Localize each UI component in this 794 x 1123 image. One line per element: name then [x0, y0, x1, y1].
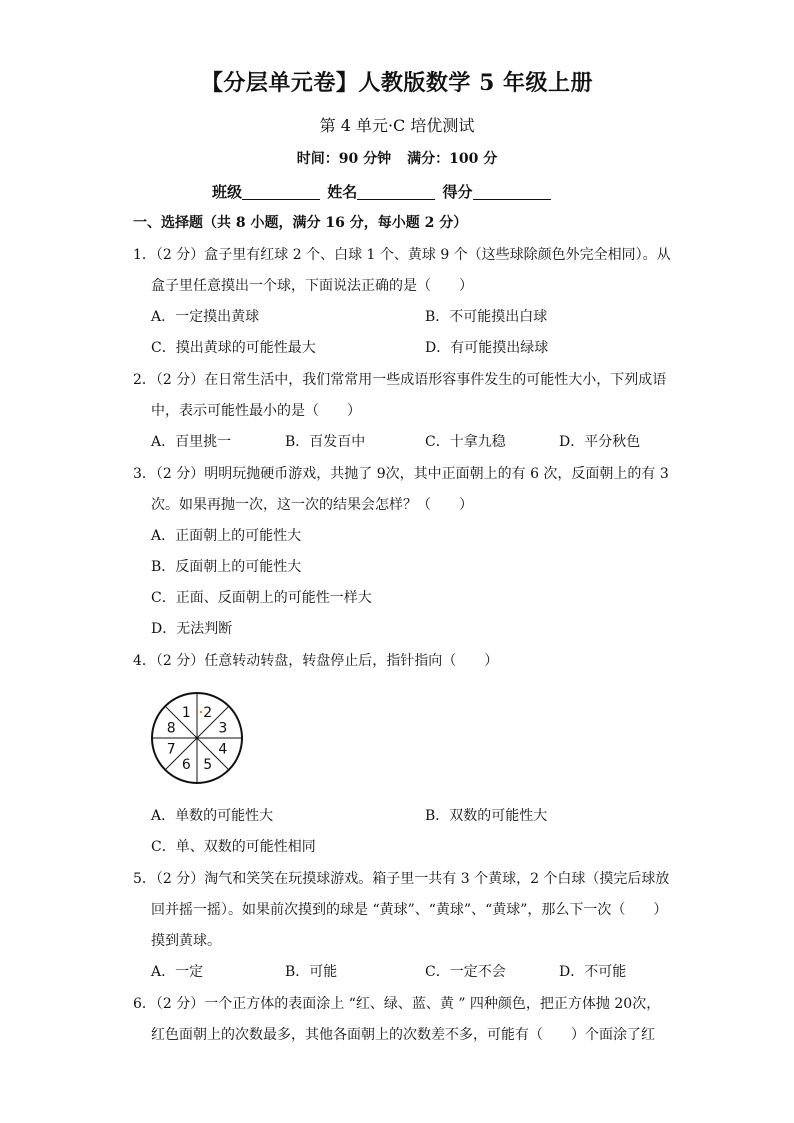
- q6-stem-line1: 6．（2 分）一个正方体的表面涂上 “红、绿、蓝、黄 ” 四种颜色，把正方体抛 20次，: [133, 996, 661, 1012]
- spinner-number: 2: [203, 705, 213, 722]
- q3-option-d[interactable]: D．无法判断: [151, 621, 233, 637]
- student-fields: [212, 181, 553, 202]
- q3-stem-line2: 次。如果再抛一次，这一次的结果会怎样？（ ）: [151, 497, 473, 513]
- q5-stem-line3: 摸到黄球。: [151, 933, 221, 949]
- spinner-number: 8: [166, 720, 176, 737]
- q1-stem-line2: 盒子里任意摸出一个球，下面说法正确的是（ ）: [151, 278, 473, 294]
- spinner-figure: [149, 690, 245, 786]
- q5-stem-line1: 5．（2 分）淘气和笑笑在玩摸球游戏。箱子里一共有 3 个黄球，2 个白球（摸完后球放: [133, 871, 670, 887]
- q1-option-a[interactable]: A．一定摸出黄球: [151, 309, 260, 325]
- score-blank[interactable]: [473, 184, 551, 200]
- section-heading: 一、选择题（共 8 小题，满分 16 分，每小题 2 分）: [133, 215, 468, 231]
- name-blank[interactable]: [357, 184, 435, 200]
- q1-option-d[interactable]: D．有可能摸出绿球: [425, 340, 549, 356]
- class-label: 班级: [212, 183, 243, 201]
- q4-option-c[interactable]: C．单、双数的可能性相同: [151, 839, 316, 855]
- spinner-number: 6: [181, 756, 191, 773]
- spinner-number: 3: [218, 720, 228, 737]
- q4-option-a[interactable]: A．单数的可能性大: [151, 808, 274, 824]
- spinner-number: 7: [166, 741, 176, 758]
- q2-option-b[interactable]: B．百发百中: [285, 434, 366, 450]
- q2-option-d[interactable]: D．平分秋色: [559, 434, 641, 450]
- q3-option-b[interactable]: B．反面朝上的可能性大: [151, 559, 302, 575]
- page-title: 【分层单元卷】人教版数学 5 年级上册: [200, 70, 594, 96]
- spinner-number: 1: [181, 705, 191, 722]
- q3-option-c[interactable]: C．正面、反面朝上的可能性一样大: [151, 590, 372, 606]
- q5-option-a[interactable]: A．一定: [151, 964, 204, 980]
- q4-stem-line1: 4．（2 分）任意转动转盘，转盘停止后，指针指向（ ）: [133, 653, 499, 669]
- total-score-info: 满分：100 分: [407, 151, 498, 167]
- name-label: 姓名: [327, 183, 358, 201]
- q2-stem-line1: 2．（2 分）在日常生活中，我们常常用一些成语形容事件发生的可能性大小，下列成语: [133, 372, 667, 388]
- time-info: 时间：90 分钟: [296, 151, 392, 167]
- q1-stem-line1: 1．（2 分）盒子里有红球 2 个、白球 1 个、黄球 9 个（这些球除颜色外完全相同）。从: [133, 247, 671, 263]
- q2-option-a[interactable]: A．百里挑一: [151, 434, 232, 450]
- q5-option-d[interactable]: D．不可能: [559, 964, 627, 980]
- q3-option-a[interactable]: A．正面朝上的可能性大: [151, 528, 302, 544]
- q6-stem-line2: 红色面朝上的次数最多，其他各面朝上的次数差不多，可能有（ ）个面涂了红: [151, 1027, 655, 1043]
- q5-stem-line2: 回并摇一摇）。如果前次摸到的球是 “黄球”、“黄球”、“黄球”，那么下一次（ ）: [151, 902, 668, 918]
- spinner-marker: [200, 711, 203, 714]
- q5-option-b[interactable]: B．可能: [285, 964, 338, 980]
- q1-option-b[interactable]: B．不可能摸出白球: [425, 309, 548, 325]
- q3-stem-line1: 3．（2 分）明明玩抛硬币游戏，共抛了 9次，其中正面朝上的有 6 次，反面朝上的有 3: [133, 466, 669, 482]
- page-subtitle: 第 4 单元·C 培优测试: [319, 116, 475, 135]
- spinner-number: 4: [218, 741, 228, 758]
- class-blank[interactable]: [242, 184, 320, 200]
- q5-option-c[interactable]: C．一定不会: [425, 964, 506, 980]
- q2-stem-line2: 中，表示可能性最小的是（ ）: [151, 403, 361, 419]
- exam-info: [0, 148, 794, 168]
- q1-option-c[interactable]: C．摸出黄球的可能性最大: [151, 340, 316, 356]
- q2-option-c[interactable]: C．十拿九稳: [425, 434, 506, 450]
- spinner-diagram: [149, 690, 245, 786]
- spinner-number: 5: [203, 756, 213, 773]
- q4-option-b[interactable]: B．双数的可能性大: [425, 808, 548, 824]
- score-label: 得分: [442, 183, 473, 201]
